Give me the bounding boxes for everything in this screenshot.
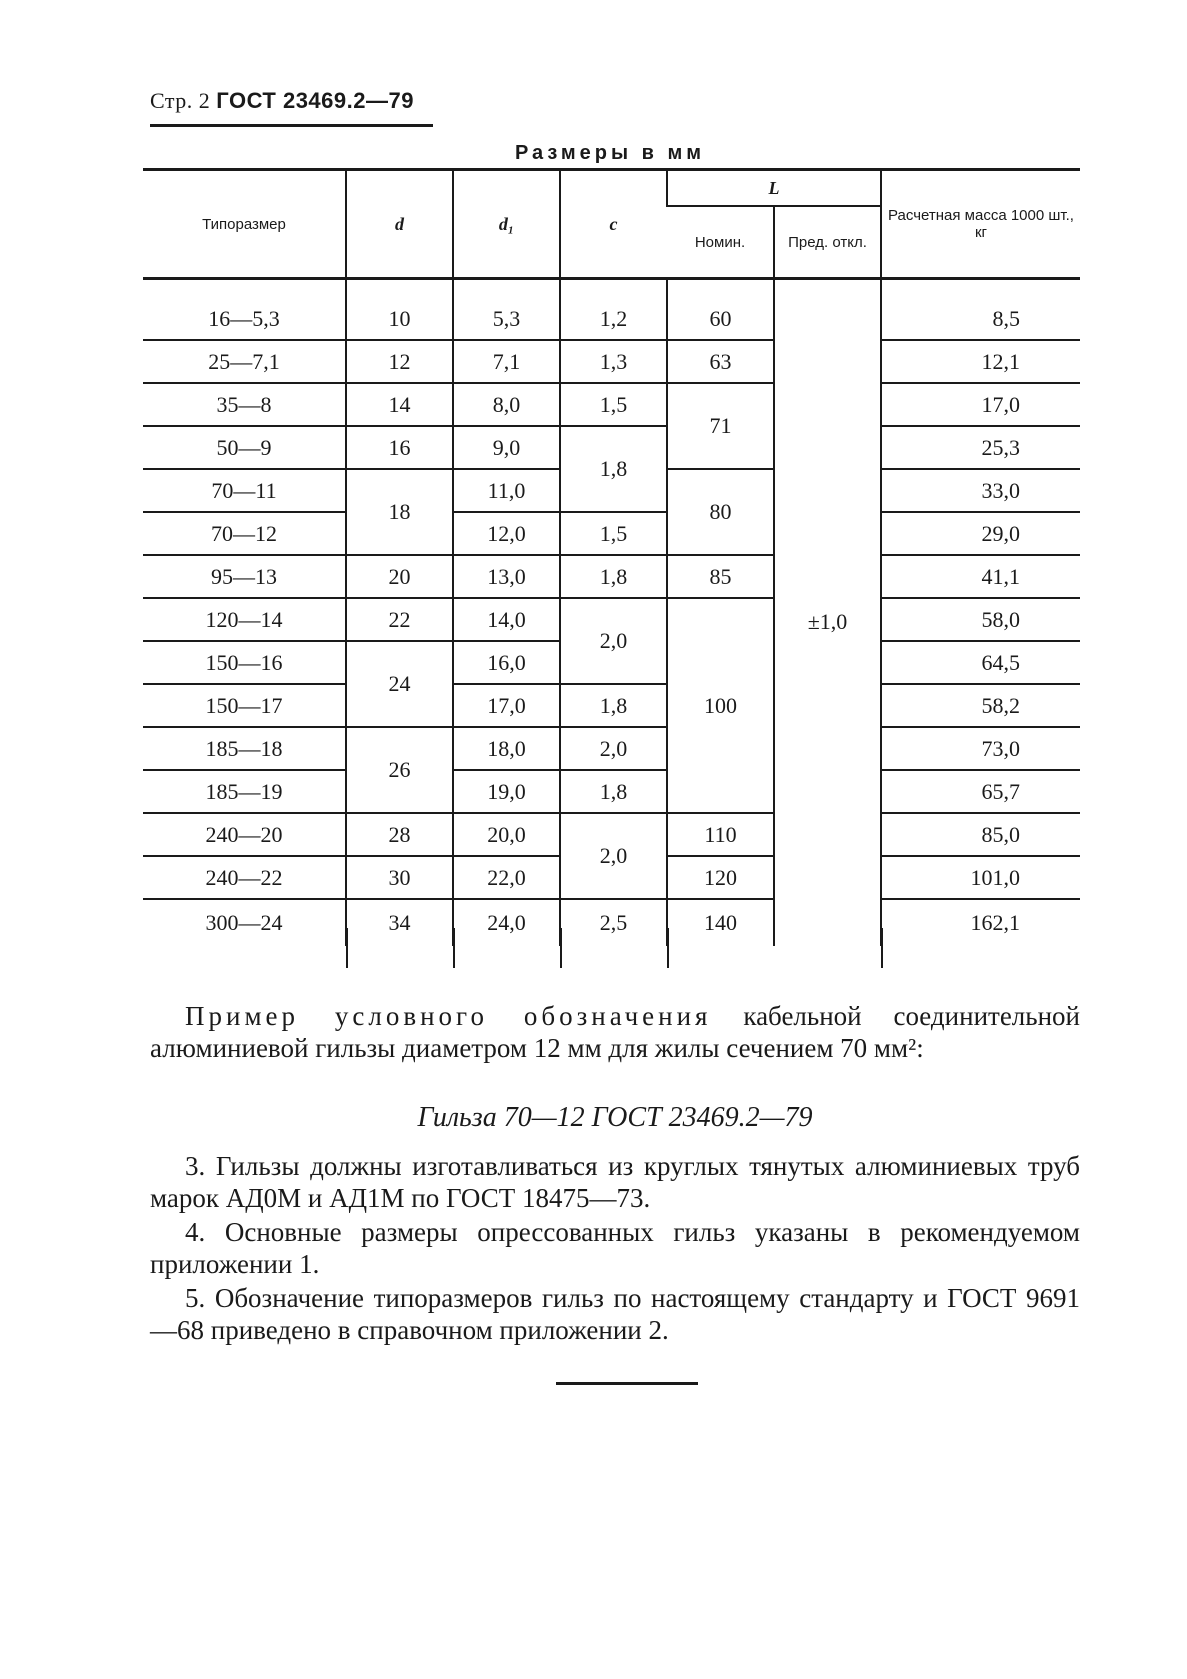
table-caption: Размеры в мм [514,142,706,164]
type-size-cell: 120—14 [143,598,346,641]
table-row [143,383,1080,426]
page-number: Стр. 2 [150,88,211,113]
example-body: кабельной соединительной алюминиевой гильзы диаметром 12 мм для жилы сечением 70 мм²: [150,1001,1080,1063]
mass-cell: 12,1 [881,340,1080,383]
type-size-cell: 70—11 [143,469,346,512]
c-cell: 1,8 [560,426,667,512]
d1-cell: 5,3 [453,279,560,341]
c-cell: 1,8 [560,684,667,727]
col-L-nominal: Номин. [667,206,774,279]
designation-example: Гильза 70—12 ГОСТ 23469.2—79 [417,1102,813,1133]
mass-cell: 29,0 [881,512,1080,555]
c-cell: 1,8 [560,770,667,813]
type-size-cell: 35—8 [143,383,346,426]
mass-cell: 101,0 [881,856,1080,899]
d-cell: 16 [346,426,453,469]
column-rule [881,928,883,968]
type-size-cell: 25—7,1 [143,340,346,383]
table-tail-rules [143,928,1080,968]
d1-cell: 22,0 [453,856,560,899]
column-rule [560,928,562,968]
type-size-cell: 95—13 [143,555,346,598]
standard-number: ГОСТ 23469.2—79 [216,88,414,113]
c-cell: 2,0 [560,598,667,684]
L-cell: 110 [667,813,774,856]
c-cell: 2,0 [560,727,667,770]
d-cell: 20 [346,555,453,598]
c-cell: 1,5 [560,512,667,555]
col-L-tolerance: Пред. откл. [774,206,881,279]
d-cell: 30 [346,856,453,899]
type-size-cell: 50—9 [143,426,346,469]
d1-cell: 20,0 [453,813,560,856]
L-cell: 71 [667,383,774,469]
type-size-cell: 185—18 [143,727,346,770]
example-lead: Пример условного обозначения [185,1001,712,1031]
d1-cell: 7,1 [453,340,560,383]
c-cell: 1,3 [560,340,667,383]
d-cell: 14 [346,383,453,426]
col-type-size: Типоразмер [143,170,346,279]
mass-cell: 73,0 [881,727,1080,770]
d1-cell: 8,0 [453,383,560,426]
L-cell: 100 [667,598,774,813]
table-row [143,770,1080,813]
type-size-cell: 150—17 [143,684,346,727]
table-row [143,684,1080,727]
table-row [143,512,1080,555]
table-row [143,813,1080,856]
column-rule [453,928,455,968]
mass-cell: 41,1 [881,555,1080,598]
mass-cell: 25,3 [881,426,1080,469]
L-cell: 140 [667,899,774,946]
d1-cell: 9,0 [453,426,560,469]
table-row [143,340,1080,383]
page-header [150,88,414,114]
type-size-cell: 240—22 [143,856,346,899]
L-cell: 63 [667,340,774,383]
col-L: L [667,170,881,207]
L-cell: 85 [667,555,774,598]
col-c: c [560,170,667,279]
mass-cell: 65,7 [881,770,1080,813]
d-cell: 26 [346,727,453,813]
table-row [143,555,1080,598]
tolerance-cell: ±1,0 [774,279,881,947]
d-cell: 28 [346,813,453,856]
table-row [143,727,1080,770]
c-cell: 1,2 [560,279,667,341]
L-cell: 80 [667,469,774,555]
mass-cell: 85,0 [881,813,1080,856]
column-rule [346,928,348,968]
type-size-cell: 300—24 [205,910,283,935]
c-cell: 2,5 [560,899,667,946]
d-cell: 12 [346,340,453,383]
type-size-cell: 185—19 [143,770,346,813]
example-paragraph [150,1000,1080,1064]
mass-cell: 17,0 [881,383,1080,426]
c-cell: 1,5 [560,383,667,426]
header-rule [150,124,433,127]
L-cell: 120 [667,856,774,899]
d1-cell: 17,0 [453,684,560,727]
d-cell: 10 [346,279,453,341]
d-cell: 34 [346,899,453,946]
d1-cell: 24,0 [453,899,560,946]
end-rule [556,1382,698,1385]
type-size-cell: 70—12 [143,512,346,555]
d1-cell: 18,0 [453,727,560,770]
clause-5: 5. Обозначение типоразмеров гильз по настоящему стандарту и ГОСТ 9691—68 приведено в справочном приложении 2. [150,1283,1080,1345]
d1-cell: 19,0 [453,770,560,813]
col-d: d [346,170,453,279]
type-size-cell: 150—16 [143,641,346,684]
table-row [143,426,1080,469]
clause-3: 3. Гильзы должны изготавливаться из круглых тянутых алюминиевых труб марок АД0М и АД1М по ГОСТ 18475—73. [150,1151,1080,1213]
col-mass: Расчетная масса 1000 шт., кг [881,170,1080,279]
mass-cell: 58,0 [881,598,1080,641]
L-cell: 60 [667,279,774,341]
mass-cell: 58,2 [881,684,1080,727]
table-row [143,598,1080,641]
d1-cell: 12,0 [453,512,560,555]
type-size-cell: 240—20 [143,813,346,856]
type-size-cell: 16—5,3 [143,279,346,341]
mass-cell: 64,5 [881,641,1080,684]
d1-cell: 14,0 [453,598,560,641]
c-cell: 1,8 [560,555,667,598]
dimensions-table [143,168,1080,946]
d-cell: 18 [346,469,453,555]
col-d1: d₁ [453,170,560,279]
mass-cell: 8,5 [881,279,1080,341]
d-cell: 22 [346,598,453,641]
c-cell: 2,0 [560,813,667,899]
d-cell: 24 [346,641,453,727]
d1-cell: 13,0 [453,555,560,598]
clause-4: 4. Основные размеры опрессованных гильз указаны в рекомендуемом приложении 1. [150,1217,1080,1279]
d1-cell: 11,0 [453,469,560,512]
mass-cell: 162,1 [881,899,1080,946]
mass-cell: 33,0 [881,469,1080,512]
d1-cell: 16,0 [453,641,560,684]
table-row [143,279,1080,341]
column-rule [667,928,669,968]
